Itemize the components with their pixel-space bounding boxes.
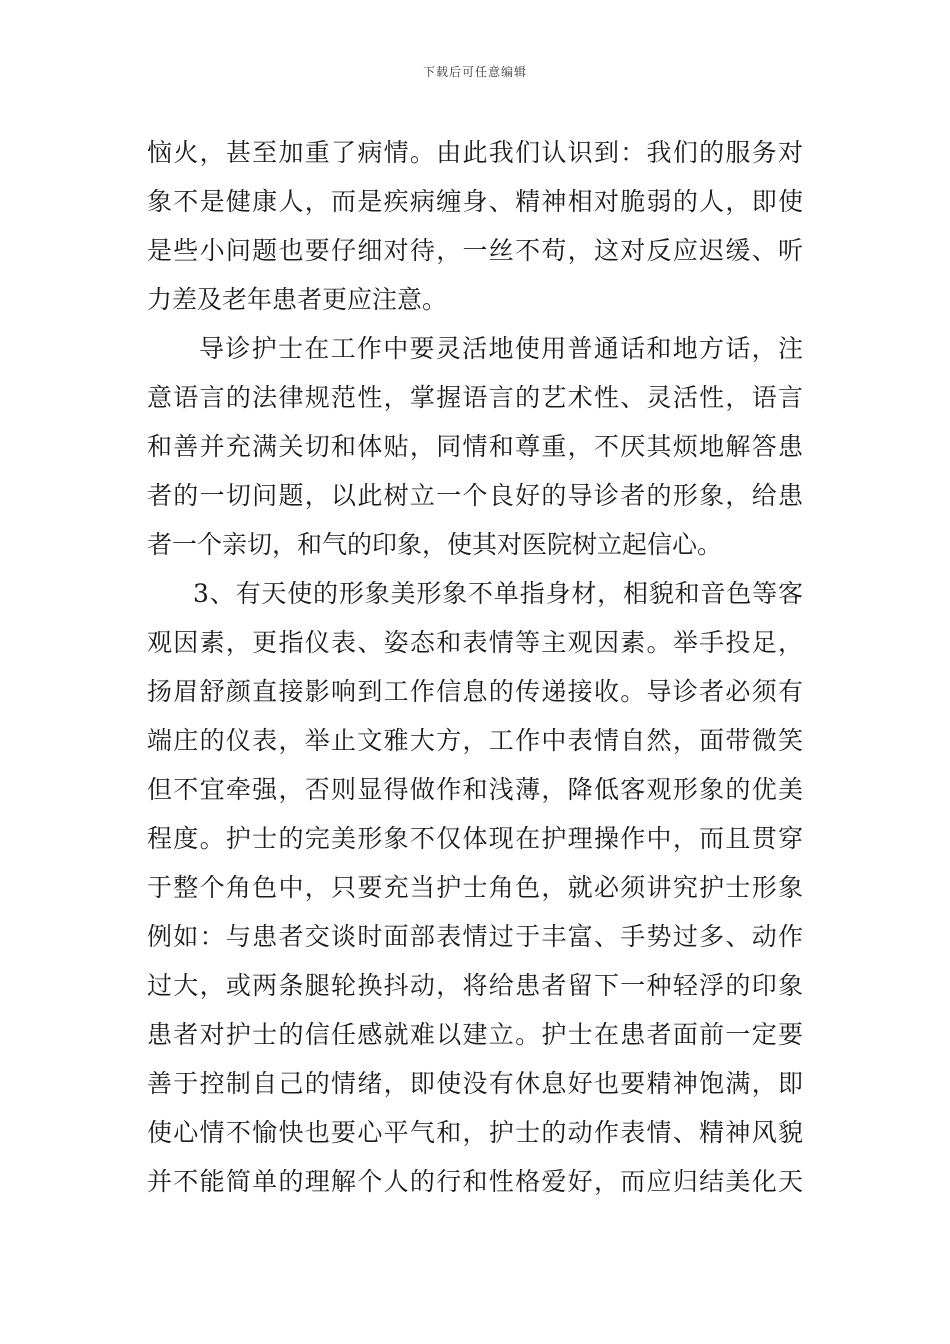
paragraph-3-line-9: 过大，或两条腿轮换抖动，将给患者留下一种轻浮的印象 xyxy=(147,971,803,1000)
paragraph-1-line-4: 力差及老年患者更应注意。 xyxy=(147,285,448,314)
paragraph-3-line-3: 扬眉舒颜直接影响到工作信息的传递接收。导诊者必须有 xyxy=(147,677,803,706)
paragraph-3-line-13: 并不能简单的理解个人的行和性格爱好，而应归结美化天 xyxy=(147,1167,803,1196)
paragraph-3-line-2: 观因素，更指仪表、姿态和表情等主观因素。举手投足， xyxy=(147,628,803,657)
paragraph-1-line-2: 象不是健康人，而是疾病缠身、精神相对脆弱的人，即使 xyxy=(147,187,803,216)
document-body xyxy=(147,128,803,1206)
paragraph-3-line-12: 使心情不愉快也要心平气和，护士的动作表情、精神风貌 xyxy=(147,1118,803,1147)
paragraph-1-line-3: 是些小问题也要仔细对待，一丝不苟，这对反应迟缓、听 xyxy=(147,236,803,265)
paragraph-2-line-5: 者一个亲切，和气的印象，使其对医院树立起信心。 xyxy=(147,530,723,559)
paragraph-3-line-5: 但不宜牵强，否则显得做作和浅薄，降低客观形象的优美 xyxy=(147,775,803,804)
paragraph-2-line-1: 导诊护士在工作中要灵活地使用普通话和地方话，注 xyxy=(199,334,803,363)
paragraph-1-line-1: 恼火，甚至加重了病情。由此我们认识到：我们的服务对 xyxy=(147,138,803,167)
paragraph-3-line-7: 于整个角色中，只要充当护士角色，就必须讲究护士形象 xyxy=(147,873,803,902)
paragraph-3-line-1: 3、有天使的形象美形象不单指身材，相貌和音色等客 xyxy=(193,579,803,608)
paragraph-3-line-8: 例如：与患者交谈时面部表情过于丰富、手势过多、动作 xyxy=(147,922,803,951)
paragraph-3-line-6: 程度。护士的完美形象不仅体现在护理操作中，而且贯穿 xyxy=(147,824,803,853)
paragraph-2-line-2: 意语言的法律规范性，掌握语言的艺术性、灵活性，语言 xyxy=(147,383,803,412)
page-header: 下载后可任意编辑 xyxy=(422,65,527,79)
paragraph-3-line-11: 善于控制自己的情绪，即使没有休息好也要精神饱满，即 xyxy=(147,1069,803,1098)
paragraph-2-line-4: 者的一切问题，以此树立一个良好的导诊者的形象，给患 xyxy=(147,481,803,510)
paragraph-3-line-10: 患者对护士的信任感就难以建立。护士在患者面前一定要 xyxy=(147,1020,803,1049)
paragraph-2-line-3: 和善并充满关切和体贴，同情和尊重，不厌其烦地解答患 xyxy=(147,432,803,461)
paragraph-3-line-4: 端庄的仪表，举止文雅大方，工作中表情自然，面带微笑 xyxy=(147,726,803,755)
